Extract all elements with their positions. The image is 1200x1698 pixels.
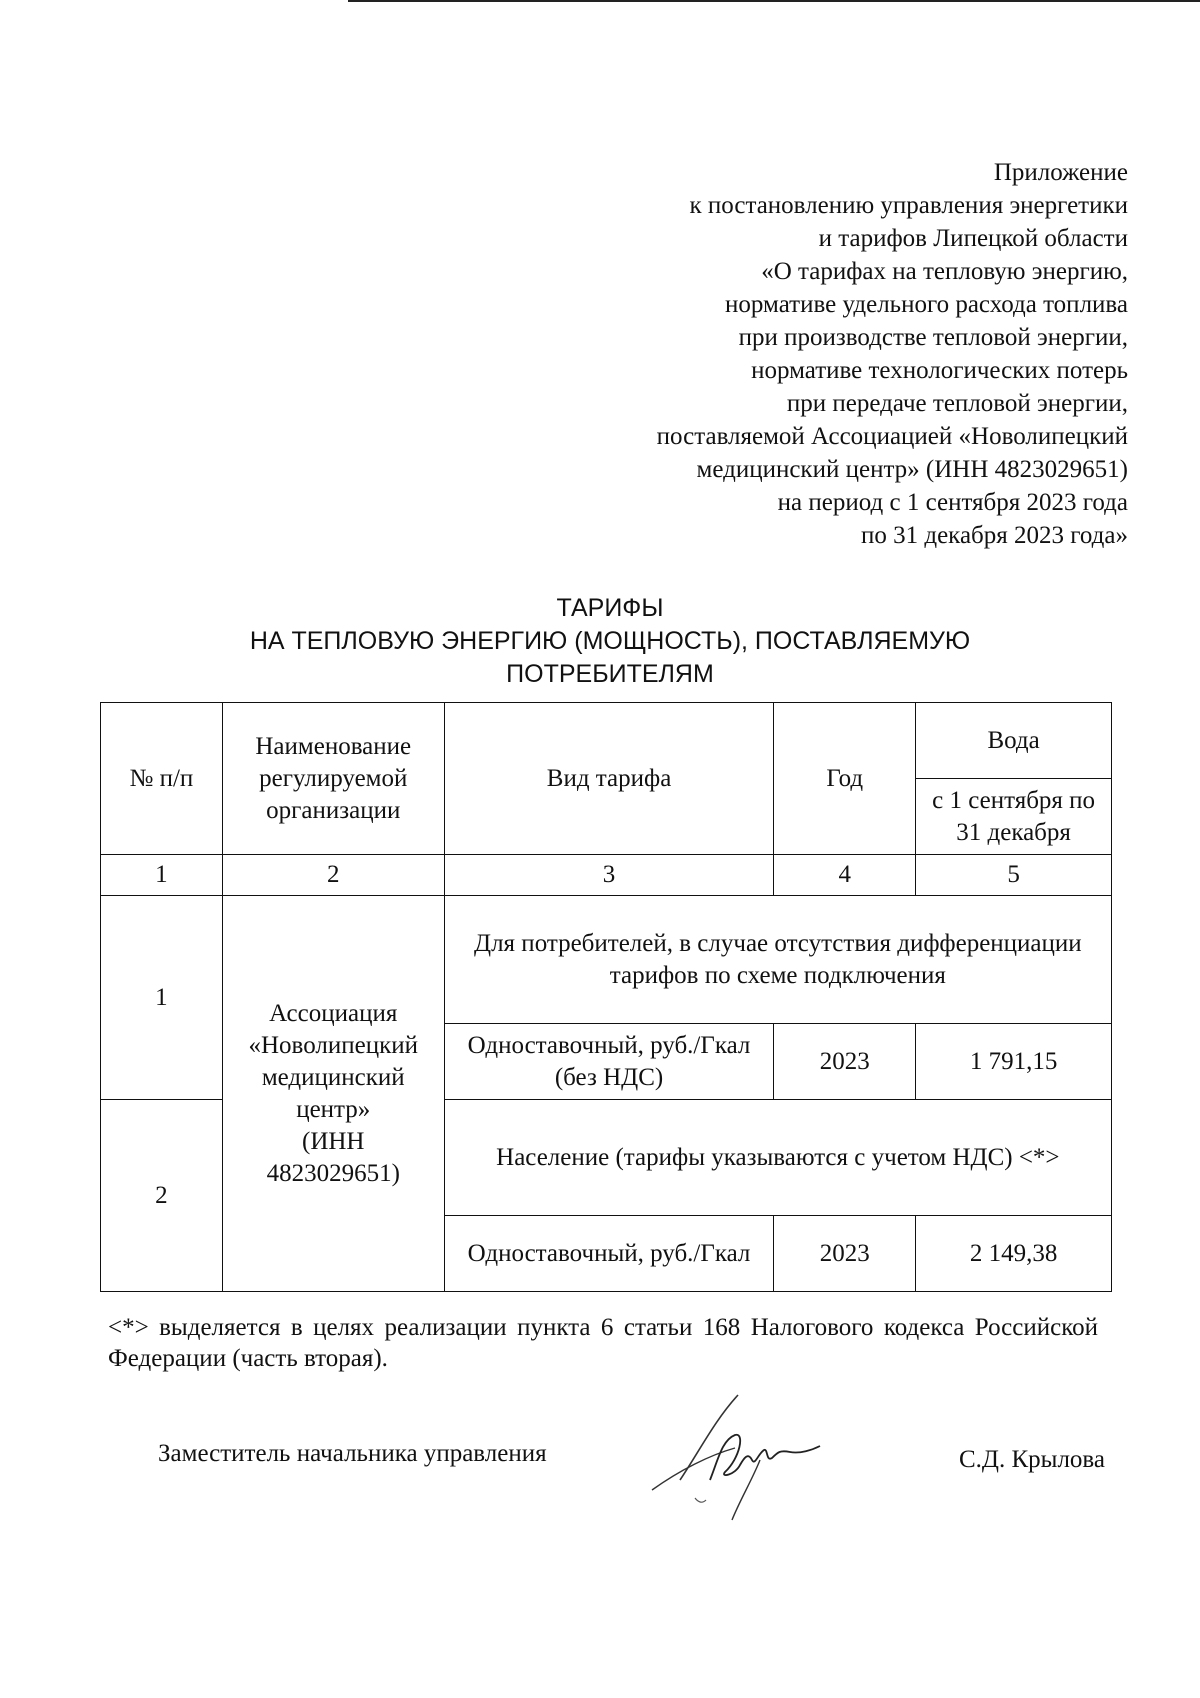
appendix-line: при производстве тепловой энергии, xyxy=(738,324,1128,351)
column-number: 1 xyxy=(101,855,223,896)
signatory-name: С.Д. Крылова xyxy=(959,1446,1105,1473)
top-border-line xyxy=(348,0,1200,2)
appendix-line: «О тарифах на тепловую энергию, xyxy=(761,258,1128,285)
appendix-line: по 31 декабря 2023 года» xyxy=(860,522,1128,549)
footnote: <*> выделяется в целях реализации пункта 6 статьи 168 Налогового кодекса Российской Федерации (часть вторая). xyxy=(108,1314,1098,1372)
heading-title: ТАРИФЫ xyxy=(556,594,664,622)
appendix-line: нормативе удельного расхода топлива xyxy=(725,291,1128,318)
header-org: Наименование регулируемой организации xyxy=(222,703,444,855)
appendix-line: к постановлению управления энергетики xyxy=(689,192,1128,219)
organization-line: «Новолипецкий xyxy=(248,1031,418,1059)
appendix-line: и тарифов Липецкой области xyxy=(818,225,1128,252)
year-cell: 2023 xyxy=(774,1024,916,1100)
header-period: с 1 сентября по 31 декабря xyxy=(916,779,1112,855)
column-number: 3 xyxy=(444,855,774,896)
tariffs-table xyxy=(100,702,1112,1292)
row-num: 2 xyxy=(101,1100,223,1292)
heading-subtitle-cont: ПОТРЕБИТЕЛЯМ xyxy=(506,660,714,688)
appendix-line: поставляемой Ассоциацией «Новолипецкий xyxy=(656,423,1128,450)
column-number: 4 xyxy=(774,855,916,896)
tariff-type-cell: Одноставочный, руб./Гкал (без НДС) xyxy=(444,1024,774,1100)
row-num: 1 xyxy=(101,896,223,1100)
column-number: 2 xyxy=(222,855,444,896)
header-tariff-type: Вид тарифа xyxy=(444,703,774,855)
tariff-type-cell: Одноставочный, руб./Гкал xyxy=(444,1216,774,1292)
appendix-line: медицинский центр» (ИНН 4823029651) xyxy=(696,456,1128,483)
organization-line: (ИНН xyxy=(302,1127,365,1155)
appendix-line: нормативе технологических потерь xyxy=(751,357,1128,384)
header-num: № п/п xyxy=(101,703,223,855)
year-cell: 2023 xyxy=(774,1216,916,1292)
header-water: Вода xyxy=(916,703,1112,779)
organization-line: 4823029651) xyxy=(266,1159,400,1187)
signature-icon xyxy=(640,1380,840,1530)
appendix-line: Приложение xyxy=(993,159,1128,186)
value-cell: 2 149,38 xyxy=(916,1216,1112,1292)
value-cell: 1 791,15 xyxy=(916,1024,1112,1100)
appendix-block xyxy=(428,156,1128,552)
appendix-line: при передаче тепловой энергии, xyxy=(786,390,1128,417)
header-year: Год xyxy=(774,703,916,855)
organization-line: медицинский xyxy=(261,1063,405,1091)
organization-line: Ассоциация xyxy=(269,999,398,1027)
group-label: Для потребителей, в случае отсутствия дифференциации тарифов по схеме подключения xyxy=(444,896,1111,1024)
organization-line: центр» xyxy=(296,1095,371,1123)
signatory-title: Заместитель начальника управления xyxy=(158,1440,547,1467)
heading-subtitle: НА ТЕПЛОВУЮ ЭНЕРГИЮ (МОЩНОСТЬ), ПОСТАВЛЯЕМУЮ xyxy=(249,627,971,655)
document-heading xyxy=(140,592,1080,691)
group-label: Население (тарифы указываются с учетом НДС) <*> xyxy=(444,1100,1111,1216)
appendix-line: на период с 1 сентября 2023 года xyxy=(777,489,1128,516)
column-number: 5 xyxy=(916,855,1112,896)
organization-cell xyxy=(222,896,444,1292)
